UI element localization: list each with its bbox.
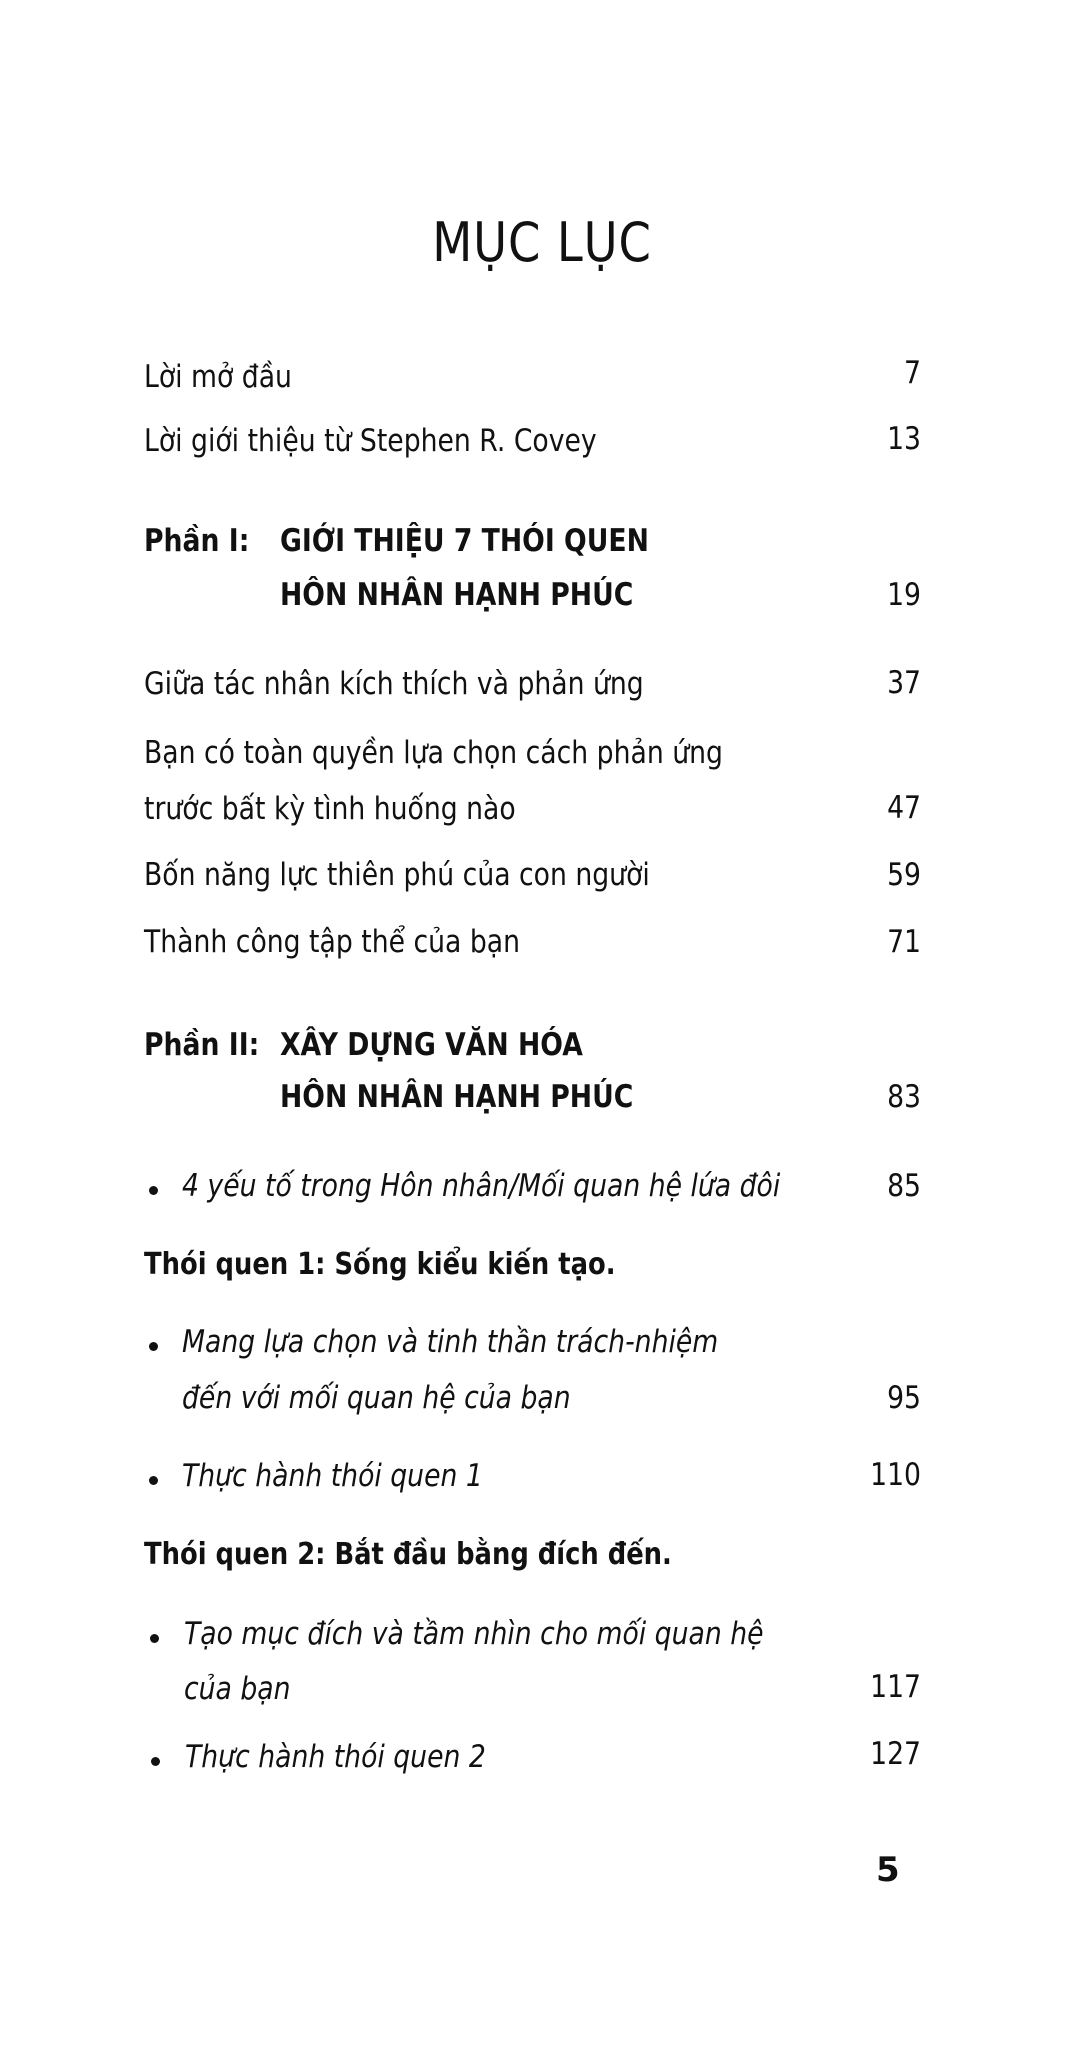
toc-page-practice-habit2: 127 bbox=[870, 1736, 921, 1772]
toc-page-freedom: 47 bbox=[887, 790, 921, 826]
toc-page-part2: 83 bbox=[887, 1079, 921, 1115]
toc-entry-vision-line1: Tạo mục đích và tầm nhìn cho mối quan hệ bbox=[184, 1616, 764, 1652]
bullet-icon bbox=[149, 1476, 158, 1485]
toc-part1-prefix: Phần I: bbox=[144, 523, 250, 559]
toc-entry-vision-line2: của bạn bbox=[184, 1671, 291, 1707]
toc-page-introduction: 13 bbox=[887, 421, 921, 457]
toc-page-four-endowments: 59 bbox=[887, 857, 921, 893]
toc-part2-title-line1: XÂY DỰNG VĂN HÓA bbox=[280, 1027, 583, 1063]
toc-entry-freedom-line1: Bạn có toàn quyền lựa chọn cách phản ứng bbox=[144, 735, 723, 771]
toc-entry-freedom-line2: trước bất kỳ tình huống nào bbox=[144, 791, 516, 827]
toc-page-collective-success: 71 bbox=[887, 924, 921, 960]
toc-entry-stimulus-response: Giữa tác nhân kích thích và phản ứng bbox=[144, 666, 644, 702]
bullet-icon bbox=[151, 1757, 160, 1766]
bullet-icon bbox=[149, 1186, 158, 1195]
toc-entry-responsibility-line1: Mang lựa chọn và tinh thần trách-nhiệm bbox=[182, 1324, 719, 1360]
toc-entry-practice-habit2: Thực hành thói quen 2 bbox=[185, 1739, 486, 1775]
toc-entry-collective-success: Thành công tập thể của bạn bbox=[144, 924, 520, 960]
toc-page-practice-habit1: 110 bbox=[870, 1457, 921, 1493]
toc-part2-prefix: Phần II: bbox=[144, 1027, 260, 1063]
toc-part1-title-line1: GIỚI THIỆU 7 THÓI QUEN bbox=[280, 523, 649, 559]
bullet-icon bbox=[150, 1634, 159, 1643]
toc-page-preface: 7 bbox=[904, 355, 921, 391]
page-title: MỤC LỤC bbox=[432, 211, 652, 274]
toc-page-four-elements: 85 bbox=[887, 1168, 921, 1204]
toc-part1-title-line2: HÔN NHÂN HẠNH PHÚC bbox=[280, 577, 634, 613]
toc-entry-preface: Lời mở đầu bbox=[144, 359, 292, 395]
page-number: 5 bbox=[876, 1850, 900, 1890]
toc-page-part1: 19 bbox=[887, 577, 921, 613]
toc-habit1-heading: Thói quen 1: Sống kiểu kiến tạo. bbox=[144, 1247, 616, 1282]
toc-entry-four-endowments: Bốn năng lực thiên phú của con người bbox=[144, 857, 650, 893]
toc-habit2-heading: Thói quen 2: Bắt đầu bằng đích đến. bbox=[144, 1537, 672, 1572]
bullet-icon bbox=[149, 1342, 158, 1351]
toc-part2-title-line2: HÔN NHÂN HẠNH PHÚC bbox=[280, 1079, 634, 1115]
toc-page-stimulus-response: 37 bbox=[887, 665, 921, 701]
toc-page-responsibility: 95 bbox=[887, 1380, 921, 1416]
toc-entry-responsibility-line2: đến với mối quan hệ của bạn bbox=[182, 1380, 571, 1416]
toc-entry-introduction: Lời giới thiệu từ Stephen R. Covey bbox=[144, 423, 597, 459]
toc-entry-practice-habit1: Thực hành thói quen 1 bbox=[182, 1458, 483, 1494]
toc-page-vision: 117 bbox=[870, 1669, 921, 1705]
toc-entry-four-elements: 4 yếu tố trong Hôn nhân/Mối quan hệ lứa đôi bbox=[182, 1168, 781, 1204]
